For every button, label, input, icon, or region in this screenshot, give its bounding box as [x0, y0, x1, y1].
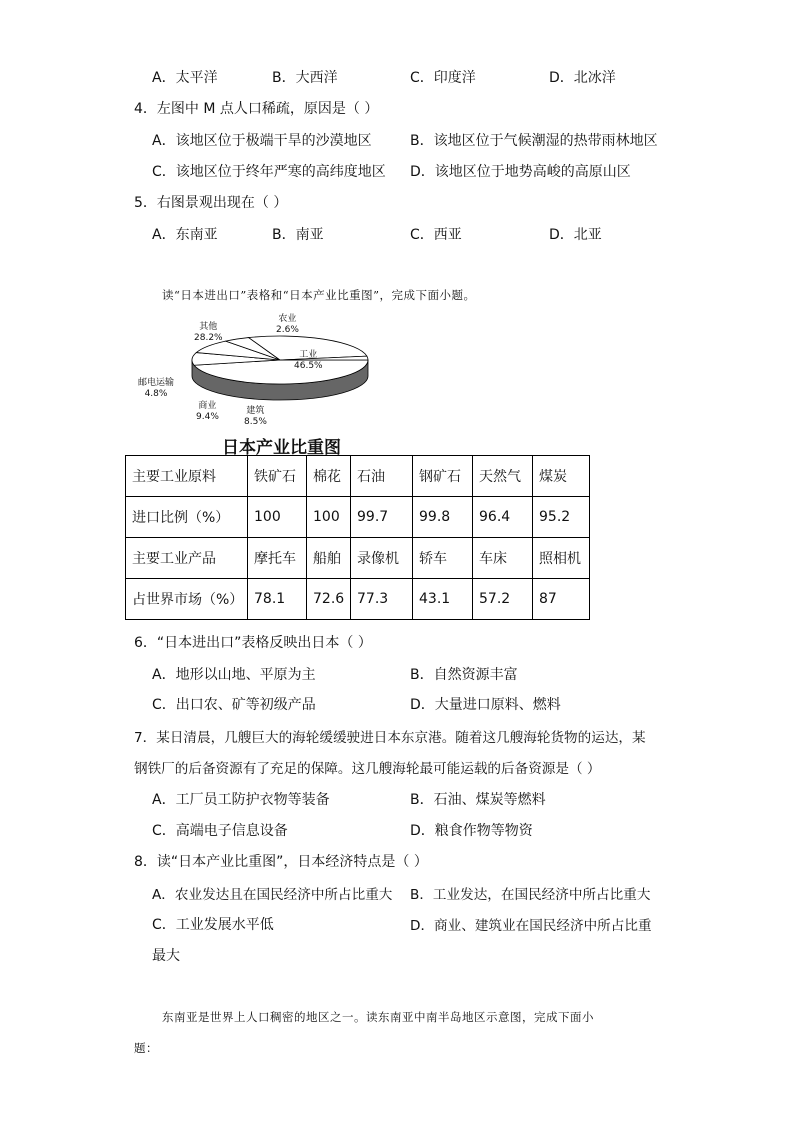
table-cell: 72.6	[307, 579, 351, 620]
q5-option-d: D．北亚	[549, 227, 602, 243]
table-row	[126, 538, 590, 579]
label-industry-value: 46.5%	[294, 361, 323, 371]
table-cell: 进口比例（%）	[126, 497, 248, 538]
table-cell: 车床	[473, 538, 533, 579]
q7-stem-line2: 钢铁厂的后备资源有了充足的保障。这几艘海轮最可能运载的后备资源是（ ）	[134, 761, 601, 777]
label-commerce	[196, 401, 219, 423]
table-cell: 78.1	[248, 579, 307, 620]
label-agriculture-value: 2.6%	[276, 325, 299, 335]
q3-option-c: C．印度洋	[410, 70, 476, 86]
q6-stem: 6．“日本进出口”表格反映出日本（ ）	[134, 635, 372, 651]
q3-option-d: D．北冰洋	[549, 70, 616, 86]
table-cell: 照相机	[533, 538, 590, 579]
table-cell: 占世界市场（%）	[126, 579, 248, 620]
q5-option-a: A．东南亚	[152, 227, 218, 243]
intro-southeast-asia-line2: 题：	[134, 1041, 158, 1055]
label-construction-value: 8.5%	[244, 417, 267, 427]
label-construction-name: 建筑	[246, 406, 265, 416]
q4-stem: 4．左图中 M 点人口稀疏，原因是（ ）	[134, 101, 379, 117]
table-cell: 棉花	[307, 456, 351, 497]
q7-option-d: D．粮食作物等物资	[410, 823, 533, 839]
q8-option-a: A．农业发达且在国民经济中所占比重大	[152, 887, 393, 903]
q5-option-c: C．西亚	[410, 227, 462, 243]
table-cell: 天然气	[473, 456, 533, 497]
q8-option-d-continued: 最大	[152, 948, 180, 964]
q7-option-c: C．高端电子信息设备	[152, 823, 288, 839]
label-commerce-value: 9.4%	[196, 412, 219, 422]
q7-option-b: B．石油、煤炭等燃料	[410, 792, 546, 808]
chart-title: 日本产业比重图	[222, 438, 341, 458]
table-cell: 43.1	[413, 579, 473, 620]
q4-option-a: A．该地区位于极端干旱的沙漠地区	[152, 133, 372, 149]
table-cell: 100	[307, 497, 351, 538]
table-cell: 轿车	[413, 538, 473, 579]
japan-import-export-table	[125, 455, 590, 620]
label-post-transport-value: 4.8%	[144, 389, 168, 399]
q8-stem: 8．读“日本产业比重图”，日本经济特点是（ ）	[134, 854, 428, 870]
table-cell: 主要工业产品	[126, 538, 248, 579]
label-industry-name: 工业	[299, 350, 318, 360]
q3-option-a: A．太平洋	[152, 70, 218, 86]
q4-option-d: D．该地区位于地势高峻的高原山区	[410, 164, 631, 180]
table-cell: 100	[248, 497, 307, 538]
table-cell: 录像机	[351, 538, 413, 579]
q5-stem: 5．右图景观出现在（ ）	[134, 195, 288, 211]
q5-option-b: B．南亚	[272, 227, 324, 243]
table-cell: 99.8	[413, 497, 473, 538]
q8-option-b: B．工业发达，在国民经济中所占比重大	[410, 887, 651, 903]
label-other-value: 28.2%	[194, 333, 223, 343]
q3-option-b: B．大西洋	[272, 70, 338, 86]
table-row	[126, 456, 590, 497]
table-cell: 99.7	[351, 497, 413, 538]
q8-option-c: C．工业发展水平低	[152, 917, 274, 933]
intro-southeast-asia-line1: 东南亚是世界上人口稠密的地区之一。读东南亚中南半岛地区示意图，完成下面小	[162, 1010, 594, 1024]
label-post-transport-name: 邮电运输	[138, 378, 175, 388]
table-cell: 95.2	[533, 497, 590, 538]
q6-option-d: D．大量进口原料、燃料	[410, 697, 561, 713]
table-row	[126, 579, 590, 620]
label-other	[194, 322, 223, 344]
q6-option-b: B．自然资源丰富	[410, 667, 518, 683]
label-agriculture	[276, 314, 299, 336]
table-cell: 57.2	[473, 579, 533, 620]
table-cell: 铁矿石	[248, 456, 307, 497]
q7-option-a: A．工厂员工防护衣物等装备	[152, 792, 330, 808]
table-cell: 96.4	[473, 497, 533, 538]
q4-option-c: C．该地区位于终年严寒的高纬度地区	[152, 164, 386, 180]
q4-option-b: B．该地区位于气候潮湿的热带雨林地区	[410, 133, 658, 149]
intro-japan: 读“日本进出口”表格和“日本产业比重图”，完成下面小题。	[162, 288, 476, 302]
table-cell: 87	[533, 579, 590, 620]
table-cell: 船舶	[307, 538, 351, 579]
q7-stem-line1: 7．某日清晨，几艘巨大的海轮缓缓驶进日本东京港。随着这几艘海轮货物的运达，某	[134, 730, 646, 746]
table-cell: 煤炭	[533, 456, 590, 497]
table-cell: 77.3	[351, 579, 413, 620]
q8-option-d: D．商业、建筑业在国民经济中所占比重	[410, 918, 652, 934]
label-agriculture-name: 农业	[278, 314, 297, 324]
table-cell: 钢矿石	[413, 456, 473, 497]
label-other-name: 其他	[199, 322, 218, 332]
table-cell: 石油	[351, 456, 413, 497]
table-cell: 主要工业原料	[126, 456, 248, 497]
label-post-transport	[138, 378, 174, 400]
label-commerce-name: 商业	[198, 401, 217, 411]
q6-option-c: C．出口农、矿等初级产品	[152, 697, 316, 713]
table-cell: 摩托车	[248, 538, 307, 579]
label-industry	[294, 350, 323, 372]
table-row	[126, 497, 590, 538]
label-construction	[244, 406, 267, 428]
q6-option-a: A．地形以山地、平原为主	[152, 667, 316, 683]
